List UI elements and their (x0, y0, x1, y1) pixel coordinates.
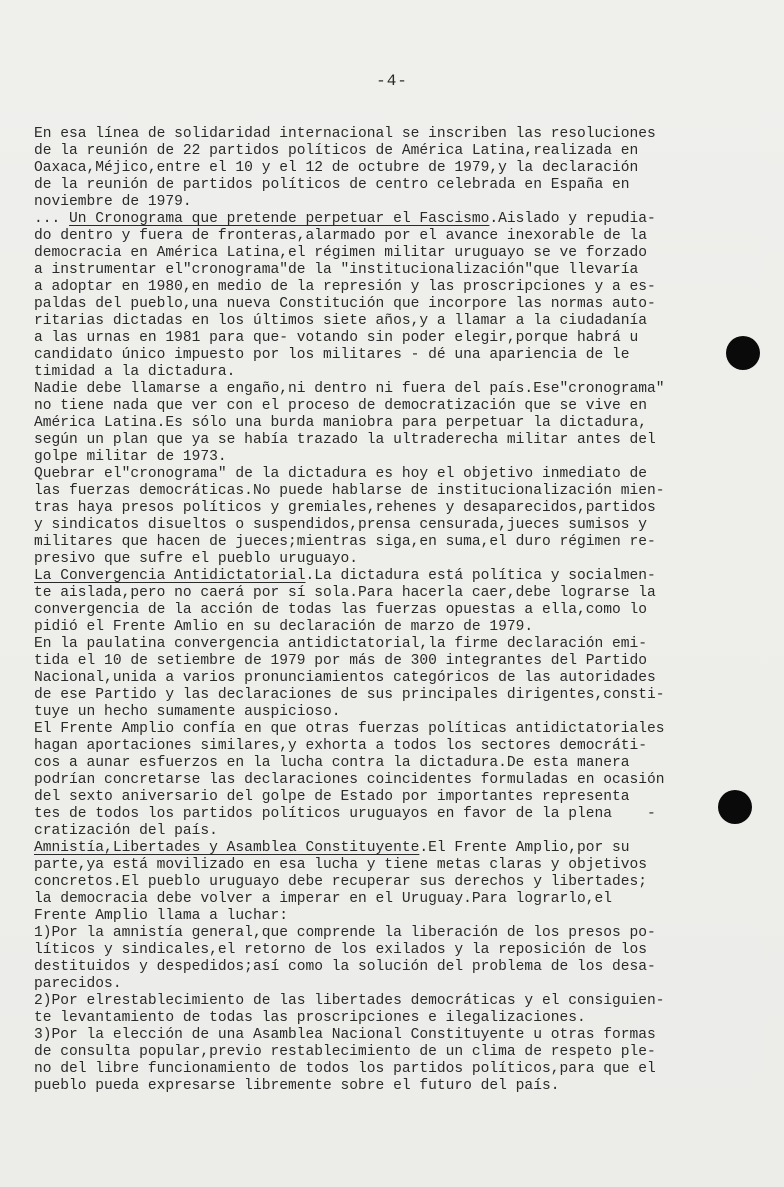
text-segment: del sexto aniversario del golpe de Estado por importantes representa (34, 789, 630, 805)
text-segment: El Frente Amplio confía en que otras fuerzas políticas antidictatoriales (34, 721, 665, 737)
text-line (34, 381, 764, 398)
text-segment: .Aislado y repudia- (489, 211, 656, 227)
text-segment: no tiene nada que ver con el proceso de democratización que se vive en (34, 398, 648, 414)
text-segment: Frente Amplio llama a luchar: (34, 908, 288, 924)
text-segment: Oaxaca,Méjico,entre el 10 y el 12 de octubre de 1979,y la declaración (34, 160, 639, 176)
text-segment: de la reunión de 22 partidos políticos de América Latina,realizada en (34, 143, 639, 159)
punch-hole-mark (726, 336, 760, 370)
text-line (34, 398, 764, 415)
text-line (34, 143, 764, 160)
text-segment: ... (34, 211, 70, 227)
text-line (34, 687, 764, 704)
text-segment: cratización del país. (34, 823, 218, 839)
text-line (34, 806, 764, 823)
text-segment: .El Frente Amplio,por su (419, 840, 630, 856)
text-segment: América Latina.Es sólo una burda maniobra para perpetuar la dictadura, (34, 415, 648, 431)
text-segment: noviembre de 1979. (34, 194, 192, 210)
text-line (34, 942, 764, 959)
text-segment: golpe militar de 1973. (34, 449, 227, 465)
text-segment: destituidos y despedidos;así como la solución del problema de los desa- (34, 959, 656, 975)
punch-hole-mark (718, 790, 752, 824)
text-segment: te levantamiento de todas las proscripciones e ilegalizaciones. (34, 1010, 586, 1026)
text-segment: hagan aportaciones similares,y exhorta a todos los sectores democráti- (34, 738, 648, 754)
text-line (34, 517, 764, 534)
text-segment: de la reunión de partidos políticos de centro celebrada en España en (34, 177, 630, 193)
text-line (34, 228, 764, 245)
text-line (34, 772, 764, 789)
text-line (34, 653, 764, 670)
text-line (34, 993, 764, 1010)
text-segment: de consulta popular,previo restablecimiento de un clima de respeto ple- (34, 1044, 656, 1060)
text-segment: En la paulatina convergencia antidictatorial,la firme declaración emi- (34, 636, 648, 652)
text-line (34, 704, 764, 721)
text-line (34, 211, 764, 228)
text-line (34, 296, 764, 313)
page-number: -4- (376, 72, 408, 90)
text-segment: tuye un hecho sumamente auspicioso. (34, 704, 341, 720)
text-line (34, 449, 764, 466)
section-heading: Un Cronograma que pretende perpetuar el Fascismo (69, 211, 490, 227)
text-segment: Nadie debe llamarse a engaño,ni dentro ni fuera del país.Ese"cronograma" (34, 381, 665, 397)
text-line (34, 534, 764, 551)
text-line (34, 670, 764, 687)
text-line (34, 466, 764, 483)
text-segment: parte,ya está movilizado en esa lucha y tiene metas claras y objetivos (34, 857, 648, 873)
text-segment: concretos.El pueblo uruguayo debe recuperar sus derechos y libertades; (34, 874, 648, 890)
text-segment: tes de todos los partidos políticos uruguayos en favor de la plena - (34, 806, 656, 822)
text-line (34, 177, 764, 194)
text-line (34, 840, 764, 857)
text-line (34, 602, 764, 619)
text-line (34, 313, 764, 330)
text-segment: timidad a la dictadura. (34, 364, 236, 380)
text-line (34, 551, 764, 568)
text-segment: presivo que sufre el pueblo uruguayo. (34, 551, 359, 567)
text-segment: candidato único impuesto por los militares - dé una apariencia de le (34, 347, 630, 363)
text-line (34, 1010, 764, 1027)
text-line (34, 1044, 764, 1061)
text-segment: Quebrar el"cronograma" de la dictadura es hoy el objetivo inmediato de (34, 466, 648, 482)
text-segment: pueblo pueda expresarse libremente sobre el futuro del país. (34, 1078, 560, 1094)
text-line (34, 245, 764, 262)
text-segment: podrían concretarse las declaraciones coincidentes formuladas en ocasión (34, 772, 665, 788)
text-line (34, 330, 764, 347)
text-line (34, 738, 764, 755)
text-line (34, 721, 764, 738)
document-body (34, 126, 764, 1095)
text-segment: democracia en América Latina,el régimen militar uruguayo se ve forzado (34, 245, 648, 261)
text-line (34, 959, 764, 976)
text-segment: 1)Por la amnistía general,que comprende la liberación de los presos po- (34, 925, 656, 941)
text-line (34, 857, 764, 874)
text-segment: líticos y sindicales,el retorno de los exilados y la reposición de los (34, 942, 648, 958)
text-line (34, 347, 764, 364)
text-line (34, 874, 764, 891)
text-line (34, 1027, 764, 1044)
text-line (34, 262, 764, 279)
text-line (34, 823, 764, 840)
text-line (34, 585, 764, 602)
text-segment: tida el 10 de setiembre de 1979 por más de 300 integrantes del Partido (34, 653, 648, 669)
text-line (34, 976, 764, 993)
text-segment: la democracia debe volver a imperar en el Uruguay.Para lograrlo,el (34, 891, 613, 907)
text-line (34, 1078, 764, 1095)
text-segment: 3)Por la elección de una Asamblea Nacional Constituyente u otras formas (34, 1027, 656, 1043)
text-segment: las fuerzas democráticas.No puede hablarse de institucionalización mien- (34, 483, 665, 499)
text-segment: te aislada,pero no caerá por sí sola.Para hacerla caer,debe lograrse la (34, 585, 656, 601)
text-line (34, 500, 764, 517)
text-segment: no del libre funcionamiento de todos los partidos políticos,para que el (34, 1061, 656, 1077)
text-line (34, 126, 764, 143)
text-line (34, 160, 764, 177)
text-line (34, 636, 764, 653)
text-line (34, 432, 764, 449)
section-heading: La Convergencia Antidictatorial (34, 568, 306, 584)
text-segment: parecidos. (34, 976, 122, 992)
text-line (34, 1061, 764, 1078)
text-line (34, 891, 764, 908)
text-segment: convergencia de la acción de todas las fuerzas opuestas a ella,como lo (34, 602, 648, 618)
text-segment: En esa línea de solidaridad internacional se inscriben las resoluciones (34, 126, 656, 142)
text-segment: .La dictadura está política y socialmen- (305, 568, 656, 584)
text-line (34, 925, 764, 942)
text-segment: do dentro y fuera de fronteras,alarmado por el avance inexorable de la (34, 228, 648, 244)
section-heading: Amnistía,Libertades y Asamblea Constituyente (34, 840, 420, 856)
text-segment: de ese Partido y las declaraciones de sus principales dirigentes,consti- (34, 687, 665, 703)
text-segment: según un plan que ya se había trazado la ultraderecha militar antes del (34, 432, 656, 448)
text-line (34, 619, 764, 636)
text-segment: militares que hacen de jueces;mientras siga,en suma,el duro régimen re- (34, 534, 656, 550)
text-segment: Nacional,unida a varios pronunciamientos categóricos de las autoridades (34, 670, 656, 686)
text-segment: ritarias dictadas en los últimos siete años,y a llamar a la ciudadanía (34, 313, 648, 329)
text-segment: 2)Por elrestablecimiento de las libertades democráticas y el consiguien- (34, 993, 665, 1009)
text-line (34, 194, 764, 211)
text-line (34, 789, 764, 806)
text-line (34, 908, 764, 925)
text-line (34, 364, 764, 381)
text-line (34, 415, 764, 432)
text-line (34, 568, 764, 585)
text-line (34, 483, 764, 500)
text-segment: a adoptar en 1980,en medio de la represión y las proscripciones y a es- (34, 279, 656, 295)
text-segment: a las urnas en 1981 para que- votando sin poder elegir,porque habrá u (34, 330, 639, 346)
text-segment: a instrumentar el"cronograma"de la "institucionalización"que llevaría (34, 262, 639, 278)
text-segment: y sindicatos disueltos o suspendidos,prensa censurada,jueces sumisos y (34, 517, 648, 533)
text-segment: cos a aunar esfuerzos en la lucha contra la dictadura.De esta manera (34, 755, 630, 771)
text-segment: paldas del pueblo,una nueva Constitución que incorpore las normas auto- (34, 296, 656, 312)
text-line (34, 755, 764, 772)
text-segment: tras haya presos políticos y gremiales,rehenes y desaparecidos,partidos (34, 500, 656, 516)
text-segment: pidió el Frente Amlio en su declaración de marzo de 1979. (34, 619, 534, 635)
text-line (34, 279, 764, 296)
